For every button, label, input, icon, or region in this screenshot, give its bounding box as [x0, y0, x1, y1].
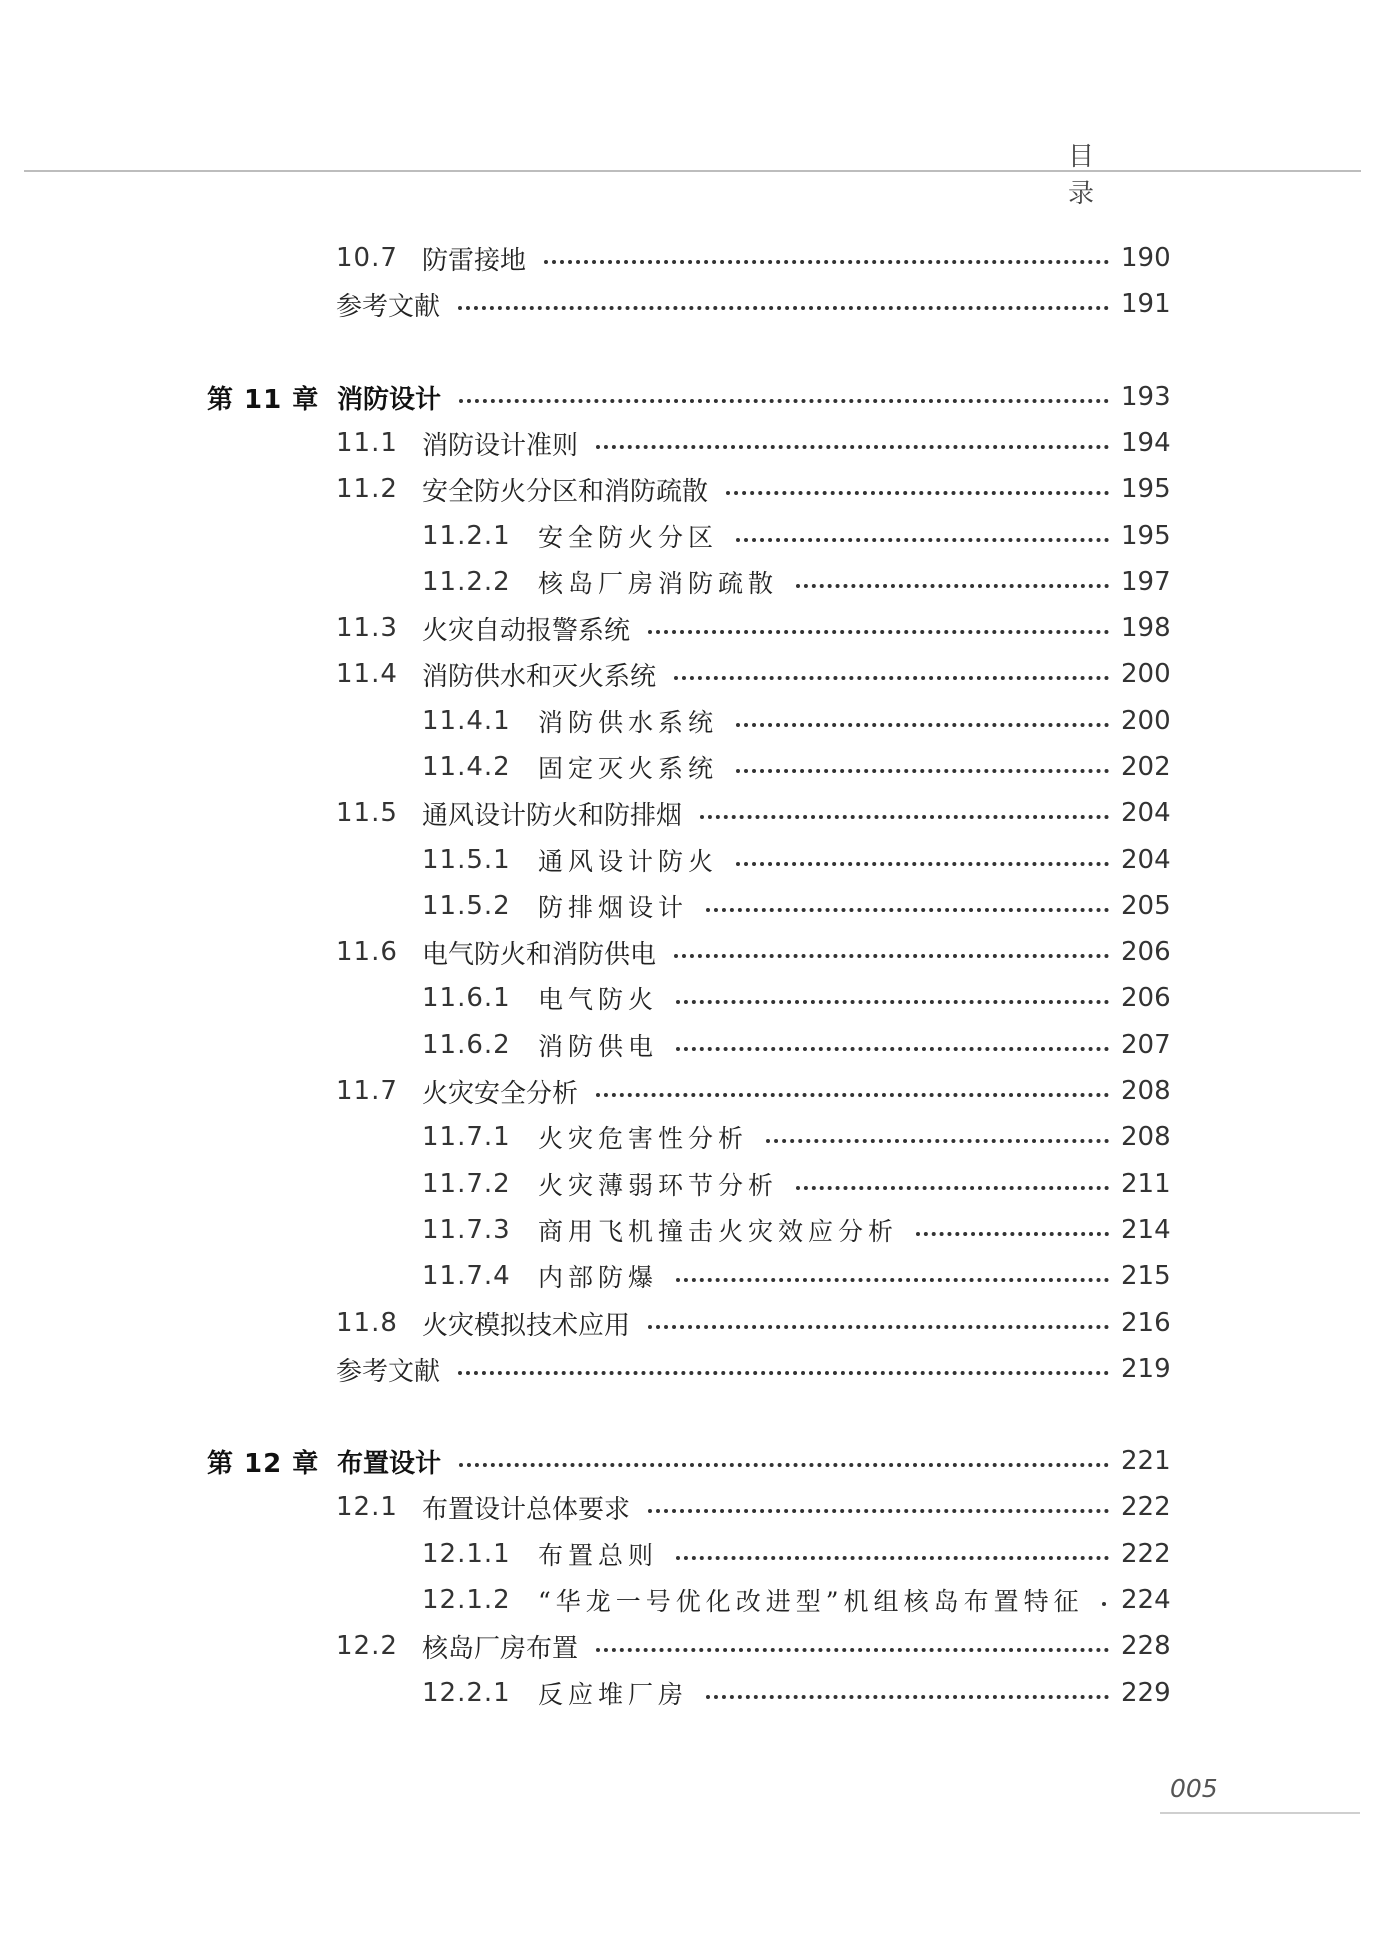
toc-entry-page: 202	[1121, 752, 1171, 782]
toc-entry-title: 通风设计防火	[538, 847, 719, 876]
toc-entry-number: 11.3	[336, 613, 398, 643]
toc-entry-page: 229	[1121, 1678, 1171, 1708]
dot-leader	[458, 1371, 1109, 1375]
toc-entry-title: 火灾模拟技术应用	[422, 1310, 631, 1341]
toc-entry-page: 222	[1121, 1492, 1171, 1522]
toc-entry-page: 207	[1121, 1030, 1171, 1060]
toc-entry[interactable]	[336, 608, 1171, 648]
toc-entry-title: “华龙一号优化改进型”机组核岛布置特征	[538, 1587, 1084, 1616]
dot-leader	[596, 1093, 1109, 1097]
toc-entry[interactable]	[336, 284, 1171, 324]
toc-entry[interactable]	[422, 1210, 1171, 1250]
toc-entry-number: 12.2.1	[422, 1678, 511, 1708]
toc-entry-title: 布置设计	[337, 1448, 442, 1479]
toc-entry-number: 12.1	[336, 1492, 398, 1522]
toc-entry[interactable]	[422, 1164, 1171, 1204]
toc-entry-title: 参考文献	[336, 291, 441, 322]
dot-leader	[459, 1463, 1109, 1467]
toc-entry-title: 电气防火	[538, 985, 659, 1014]
dot-leader	[700, 815, 1109, 819]
toc-entry-number: 11.5.1	[422, 845, 511, 875]
toc-entry-number: 11.4.2	[422, 752, 511, 782]
dot-leader	[706, 908, 1109, 912]
page-number: 005	[1170, 1774, 1218, 1803]
toc-entry-page: 190	[1121, 243, 1171, 273]
dot-leader	[596, 445, 1109, 449]
toc-entry-title: 消防设计准则	[422, 430, 579, 461]
toc-entry-title: 商用飞机撞击火灾效应分析	[538, 1217, 899, 1246]
toc-entry-number: 11.8	[336, 1308, 398, 1338]
toc-entry-number: 10.7	[336, 243, 398, 273]
header-title: 目 录	[1068, 142, 1123, 209]
toc-entry-title: 布置设计总体要求	[422, 1494, 631, 1525]
toc-entry-number: 11.2	[336, 474, 398, 504]
dot-leader	[648, 1325, 1109, 1329]
toc-entry-page: 191	[1121, 289, 1171, 319]
toc-entry[interactable]	[207, 377, 1171, 417]
toc-entry[interactable]	[422, 1673, 1171, 1713]
toc-entry-title: 安全防火分区	[538, 523, 719, 552]
toc-entry-title: 核岛厂房布置	[422, 1633, 579, 1664]
toc-entry[interactable]	[422, 1256, 1171, 1296]
toc-entry-page: 214	[1121, 1215, 1171, 1245]
dot-leader	[796, 584, 1109, 588]
toc-entry-page: 197	[1121, 567, 1171, 597]
toc-entry-title: 火灾危害性分析	[538, 1124, 749, 1153]
dot-leader	[736, 723, 1109, 727]
dot-leader	[736, 769, 1109, 773]
toc-entry-page: 206	[1121, 937, 1171, 967]
toc-entry-page: 208	[1121, 1122, 1171, 1152]
toc-entry[interactable]	[422, 886, 1171, 926]
toc-entry-title: 消防设计	[337, 384, 442, 415]
toc-entry-number: 12.1.2	[422, 1585, 511, 1615]
dot-leader	[674, 954, 1109, 958]
toc-entry-title: 火灾薄弱环节分析	[538, 1171, 779, 1200]
toc-entry-number: 11.6	[336, 937, 398, 967]
toc-entry[interactable]	[422, 840, 1171, 880]
toc-entry-title: 安全防火分区和消防疏散	[422, 476, 709, 507]
toc-entry-page: 200	[1121, 706, 1171, 736]
toc-entry-title: 火灾自动报警系统	[422, 615, 631, 646]
toc-entry-page: 198	[1121, 613, 1171, 643]
dot-leader	[676, 1556, 1109, 1560]
toc-entry-page: 200	[1121, 659, 1171, 689]
dot-leader	[676, 1000, 1109, 1004]
toc-entry[interactable]	[336, 1626, 1171, 1666]
toc-entry[interactable]	[422, 1025, 1171, 1065]
toc-entry[interactable]	[336, 1349, 1171, 1389]
toc-entry-title: 布置总则	[538, 1541, 659, 1570]
toc-entry-page: 206	[1121, 983, 1171, 1013]
toc-entry[interactable]	[422, 562, 1171, 602]
toc-entry-title: 消防供水和灭火系统	[422, 661, 657, 692]
footer-divider	[1160, 1812, 1360, 1814]
toc-entry-number: 11.4.1	[422, 706, 511, 736]
toc-entry-number: 12.2	[336, 1631, 398, 1661]
toc-entry-page: 216	[1121, 1308, 1171, 1338]
toc-entry[interactable]	[336, 238, 1171, 278]
dot-leader	[544, 260, 1109, 264]
toc-entry-page: 219	[1121, 1354, 1171, 1384]
toc-entry-number: 12.1.1	[422, 1539, 511, 1569]
toc-entry-title: 固定灭火系统	[538, 754, 719, 783]
toc-entry-number: 11.5	[336, 798, 398, 828]
toc-entry[interactable]	[336, 654, 1171, 694]
dot-leader	[648, 1509, 1109, 1513]
toc-entry-title: 通风设计防火和防排烟	[422, 800, 683, 831]
toc-entry-page: 221	[1121, 1446, 1171, 1476]
toc-entry-title: 核岛厂房消防疏散	[538, 569, 779, 598]
toc-entry[interactable]	[422, 1534, 1171, 1574]
toc-entry[interactable]	[422, 978, 1171, 1018]
toc-entry[interactable]	[207, 1441, 1171, 1481]
toc-entry-page: 222	[1121, 1539, 1171, 1569]
dot-leader	[726, 491, 1109, 495]
toc-entry-page: 195	[1121, 474, 1171, 504]
dot-leader	[796, 1186, 1109, 1190]
dot-leader	[459, 399, 1109, 403]
toc-entry-number: 11.7.2	[422, 1169, 511, 1199]
dot-leader	[736, 862, 1109, 866]
dot-leader	[706, 1695, 1109, 1699]
dot-leader	[766, 1139, 1109, 1143]
toc-entry-title: 火灾安全分析	[422, 1078, 579, 1109]
toc-entry-title: 消防供水系统	[538, 708, 719, 737]
toc-entry[interactable]	[336, 793, 1171, 833]
dot-leader	[596, 1648, 1109, 1652]
toc-entry-number: 11.1	[336, 428, 398, 458]
toc-entry-page: 228	[1121, 1631, 1171, 1661]
toc-entry[interactable]	[336, 932, 1171, 972]
toc-entry[interactable]	[422, 1117, 1171, 1157]
toc-entry[interactable]	[422, 1580, 1171, 1620]
dot-leader	[676, 1278, 1109, 1282]
dot-leader	[676, 1047, 1109, 1051]
dot-leader	[674, 676, 1109, 680]
toc-entry-number: 第 12 章	[207, 1448, 320, 1479]
toc-entry[interactable]	[336, 469, 1171, 509]
toc-entry-number: 11.7.3	[422, 1215, 511, 1245]
toc-entry-page: 204	[1121, 798, 1171, 828]
toc-entry[interactable]	[422, 701, 1171, 741]
toc-entry-number: 11.6.2	[422, 1030, 511, 1060]
toc-entry-page: 193	[1121, 382, 1171, 412]
toc-entry[interactable]	[336, 1487, 1171, 1527]
toc-entry-number: 11.5.2	[422, 891, 511, 921]
toc-entry-number: 11.6.1	[422, 983, 511, 1013]
toc-entry[interactable]	[336, 423, 1171, 463]
toc-entry-title: 参考文献	[336, 1356, 441, 1387]
toc-entry[interactable]	[422, 516, 1171, 556]
toc-entry-page: 215	[1121, 1261, 1171, 1291]
toc-entry-title: 内部防爆	[538, 1263, 659, 1292]
toc-entry-number: 11.7.1	[422, 1122, 511, 1152]
toc-entry-number: 11.2.2	[422, 567, 511, 597]
toc-entry-title: 防雷接地	[422, 245, 527, 276]
toc-entry-title: 消防供电	[538, 1032, 659, 1061]
toc-entry-page: 211	[1121, 1169, 1171, 1199]
toc-entry-title: 电气防火和消防供电	[422, 939, 657, 970]
toc-entry-number: 11.7	[336, 1076, 398, 1106]
toc-entry-number: 11.2.1	[422, 521, 511, 551]
toc-entry[interactable]	[336, 1071, 1171, 1111]
dot-leader	[1102, 1602, 1109, 1606]
dot-leader	[916, 1232, 1109, 1236]
dot-leader	[648, 630, 1109, 634]
toc-entry-number: 11.7.4	[422, 1261, 511, 1291]
toc-entry-page: 224	[1121, 1585, 1171, 1615]
toc-entry-page: 208	[1121, 1076, 1171, 1106]
toc-entry-page: 194	[1121, 428, 1171, 458]
toc-entry-number: 第 11 章	[207, 384, 320, 415]
toc-entry[interactable]	[336, 1303, 1171, 1343]
toc-entry-page: 205	[1121, 891, 1171, 921]
dot-leader	[736, 538, 1109, 542]
toc-entry-title: 反应堆厂房	[538, 1680, 689, 1709]
toc-entry[interactable]	[422, 747, 1171, 787]
toc-entry-page: 204	[1121, 845, 1171, 875]
dot-leader	[458, 306, 1109, 310]
toc-entry-number: 11.4	[336, 659, 398, 689]
toc-entry-page: 195	[1121, 521, 1171, 551]
toc-entry-title: 防排烟设计	[538, 893, 689, 922]
